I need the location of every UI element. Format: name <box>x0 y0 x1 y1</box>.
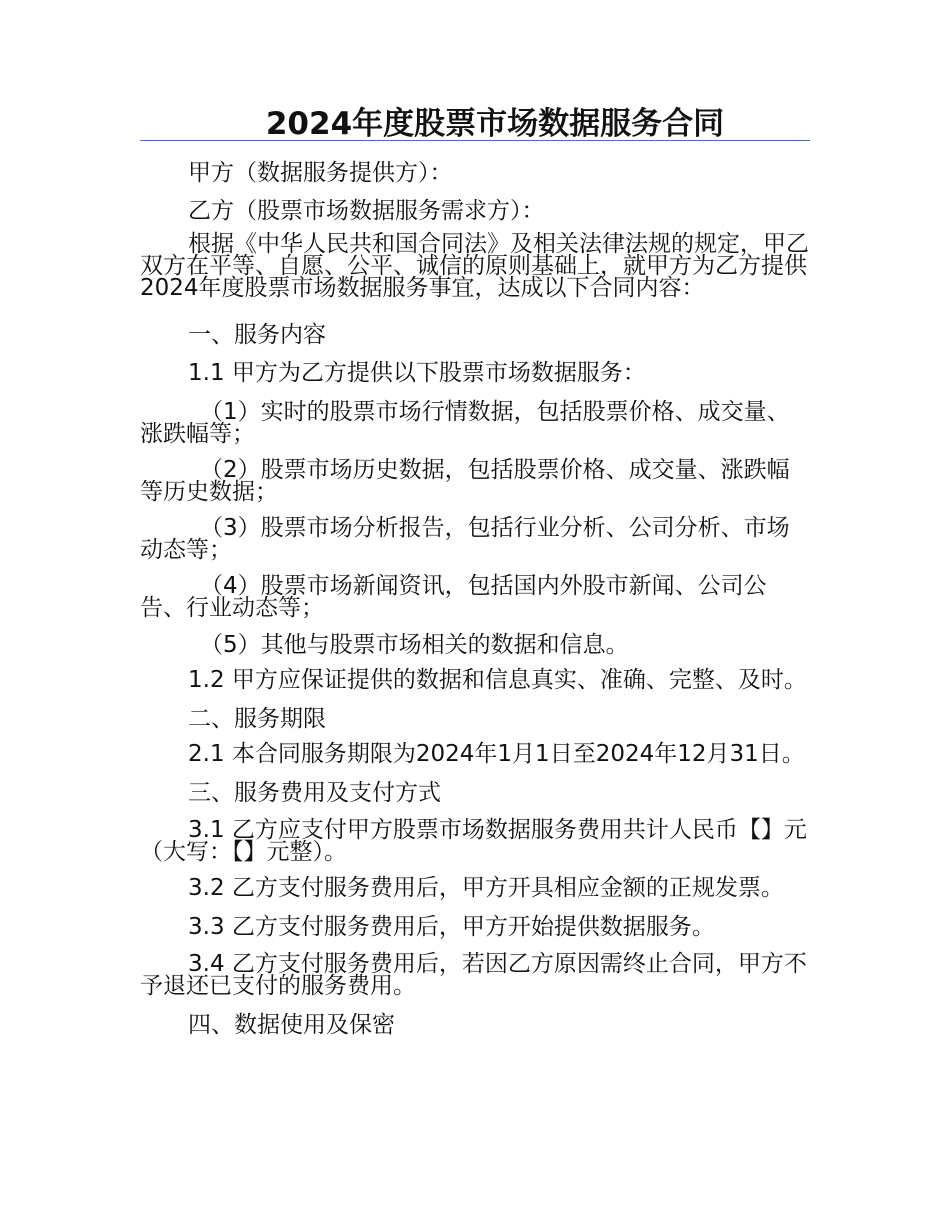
clause-3-1: 3.1 乙方应支付甲方股票市场数据服务费用共计人民币【】元（大写：【】元整）。 <box>140 817 807 865</box>
party-a-line: 甲方（数据服务提供方）： <box>188 160 453 186</box>
title-block <box>140 100 810 141</box>
preamble-paragraph: 根据《中华人民共和国合同法》及相关法律法规的规定，甲乙双方在平等、自愿、公平、诚信的原则基础上，就甲方为乙方提供2024年度股票市场数据服务事宜，达成以下合同内容： <box>140 231 809 301</box>
section-heading-2: 二、服务期限 <box>188 706 326 732</box>
list-item-4: （4）股票市场新闻资讯，包括国内外股市新闻、公司公告、行业动态等； <box>140 573 767 621</box>
clause-2-1: 2.1 本合同服务期限为2024年1月1日至2024年12月31日。 <box>188 741 805 767</box>
list-item-5: （5）其他与股票市场相关的数据和信息。 <box>200 632 629 658</box>
clause-3-4: 3.4 乙方支付服务费用后，若因乙方原因需终止合同，甲方不予退还已支付的服务费用。 <box>140 951 807 999</box>
clause-1-2: 1.2 甲方应保证提供的数据和信息真实、准确、完整、及时。 <box>188 667 807 693</box>
list-item-3: （3）股票市场分析报告，包括行业分析、公司分析、市场动态等； <box>140 515 790 563</box>
list-item-2: （2）股票市场历史数据，包括股票价格、成交量、涨跌幅等历史数据； <box>140 457 790 505</box>
section-heading-4: 四、数据使用及保密 <box>188 1012 395 1038</box>
clause-1-1: 1.1 甲方为乙方提供以下股票市场数据服务： <box>188 360 646 386</box>
party-b-line: 乙方（股票市场数据服务需求方）： <box>188 198 545 224</box>
document-body <box>140 155 812 1043</box>
document-title: 2024年度股票市场数据服务合同 <box>265 106 725 142</box>
clause-3-3: 3.3 乙方支付服务费用后，甲方开始提供数据服务。 <box>188 914 715 940</box>
section-heading-1: 一、服务内容 <box>188 322 326 348</box>
section-heading-3: 三、服务费用及支付方式 <box>188 780 441 806</box>
list-item-1: （1）实时的股票市场行情数据，包括股票价格、成交量、涨跌幅等； <box>140 399 790 447</box>
clause-3-2: 3.2 乙方支付服务费用后，甲方开具相应金额的正规发票。 <box>188 875 784 901</box>
